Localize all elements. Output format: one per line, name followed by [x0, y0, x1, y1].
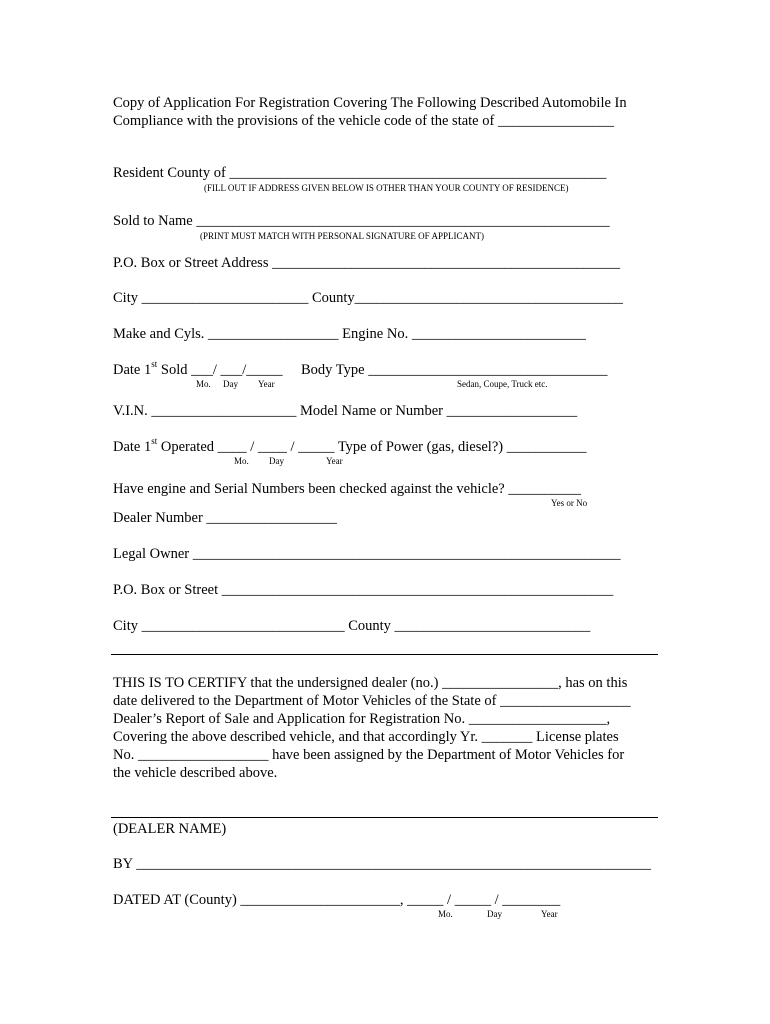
form-title-line-1: Copy of Application For Registration Covering The Following Described Automobile In [113, 95, 627, 111]
dated-day-label: Day [487, 909, 502, 919]
date-operated-day-label: Day [269, 456, 284, 466]
dealer-number-field[interactable]: Dealer Number __________________ [113, 510, 337, 526]
date-first-operated-field[interactable]: Date 1st Operated ____ / ____ / _____ Type of Power (gas, diesel?) ___________ [113, 436, 587, 455]
resident-county-note: (FILL OUT IF ADDRESS GIVEN BELOW IS OTHER THAN YOUR COUNTY OF RESIDENCE) [204, 183, 569, 193]
date-first-sold-field[interactable]: Date 1st Sold ___/ ___/_____ [113, 359, 283, 378]
dealer-name-line[interactable] [111, 817, 658, 818]
date-sold-year-label: Year [258, 379, 275, 389]
certify-line-4: Covering the above described vehicle, and that accordingly Yr. _______ License plates [113, 729, 619, 745]
make-cyls-engine-field[interactable]: Make and Cyls. __________________ Engine No. ________________________ [113, 326, 586, 342]
vin-model-field[interactable]: V.I.N. ____________________ Model Name or Number __________________ [113, 403, 578, 419]
dealer-name-label: (DEALER NAME) [113, 821, 227, 837]
po-box-street-address-field[interactable]: P.O. Box or Street Address ________________________________________________ [113, 255, 621, 271]
section-divider [111, 654, 658, 655]
owner-city-county-field[interactable]: City ____________________________ County ___________________________ [113, 618, 591, 634]
date-sold-day-label: Day [223, 379, 238, 389]
sold-to-name-note: (PRINT MUST MATCH WITH PERSONAL SIGNATURE OF APPLICANT) [200, 231, 484, 241]
certify-line-3: Dealer’s Report of Sale and Application for Registration No. ___________________, [113, 711, 611, 727]
certify-line-1: THIS IS TO CERTIFY that the undersigned dealer (no.) ________________, has on this [113, 675, 628, 691]
body-type-field[interactable]: Body Type _________________________________ [301, 362, 608, 378]
certify-line-2: date delivered to the Department of Motor Vehicles of the State of __________________ [113, 693, 631, 709]
certify-line-5: No. __________________ have been assigned by the Department of Motor Vehicles for [113, 747, 625, 763]
sold-to-name-field[interactable]: Sold to Name _________________________________________________________ [113, 213, 610, 229]
certify-line-6: the vehicle described above. [113, 765, 278, 781]
city-county-field[interactable]: City _______________________ County_____________________________________ [113, 290, 623, 306]
form-title-line-2: Compliance with the provisions of the vehicle code of the state of ________________ [113, 113, 614, 129]
date-sold-mo-label: Mo. [196, 379, 211, 389]
dated-mo-label: Mo. [438, 909, 453, 919]
po-box-street-field[interactable]: P.O. Box or Street ______________________________________________________ [113, 582, 614, 598]
engine-check-note: Yes or No [551, 498, 588, 508]
legal-owner-field[interactable]: Legal Owner ___________________________________________________________ [113, 546, 621, 562]
body-type-note: Sedan, Coupe, Truck etc. [457, 379, 548, 389]
dated-at-field[interactable]: DATED AT (County) ______________________, _____ / _____ / ________ [113, 892, 561, 908]
date-operated-year-label: Year [326, 456, 343, 466]
resident-county-field[interactable]: Resident County of ____________________________________________________ [113, 165, 607, 181]
signed-by-field[interactable]: BY _______________________________________________________________________ [113, 856, 651, 872]
engine-serial-check-field[interactable]: Have engine and Serial Numbers been checked against the vehicle? __________ [113, 481, 581, 497]
dated-year-label: Year [541, 909, 558, 919]
date-operated-mo-label: Mo. [234, 456, 249, 466]
